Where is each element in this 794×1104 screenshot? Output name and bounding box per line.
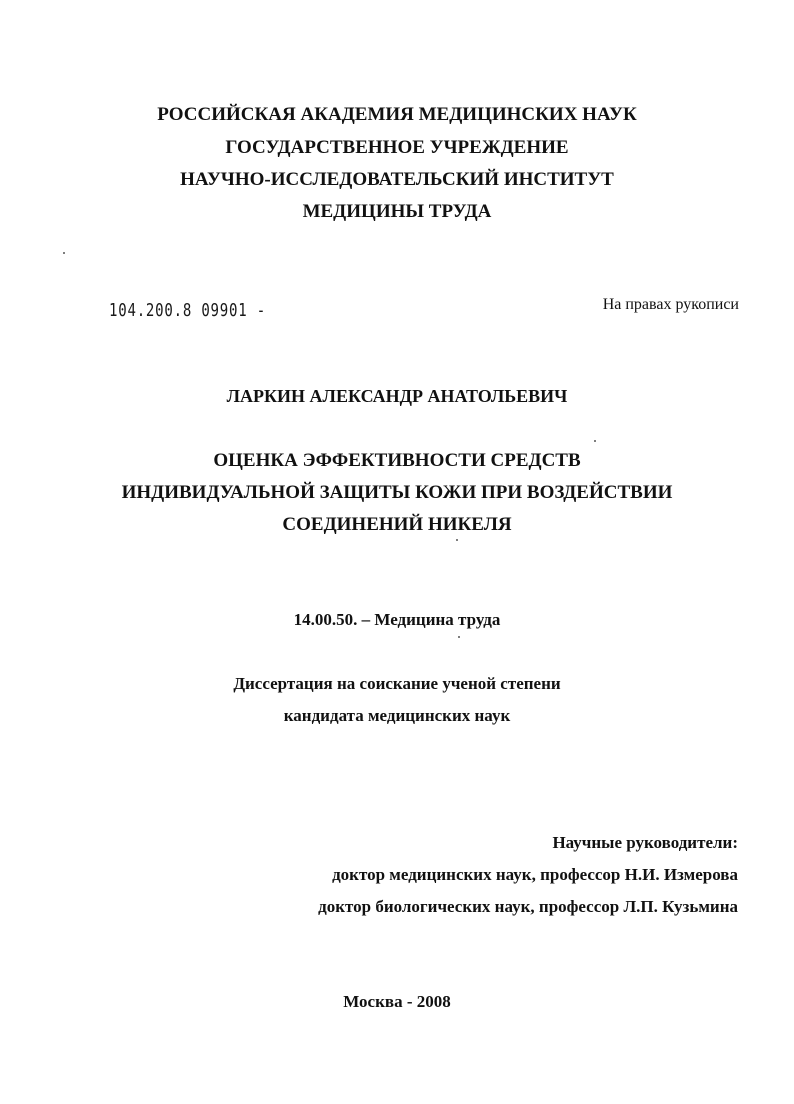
org-line-1: РОССИЙСКАЯ АКАДЕМИЯ МЕДИЦИНСКИХ НАУК bbox=[157, 104, 637, 125]
author-name: ЛАРКИН АЛЕКСАНДР АНАТОЛЬЕВИЧ bbox=[226, 386, 568, 406]
place-year: Москва - 2008 bbox=[343, 992, 451, 1011]
scan-speck bbox=[594, 440, 596, 442]
dissertation-line-2: кандидата медицинских наук bbox=[283, 706, 511, 725]
rights-note: На правах рукописи bbox=[602, 296, 739, 313]
dissertation-line-1: Диссертация на соискание ученой степени bbox=[233, 674, 561, 693]
org-line-3: НАУЧНО-ИССЛЕДОВАТЕЛЬСКИЙ ИНСТИТУТ bbox=[180, 169, 614, 190]
org-line-4: МЕДИЦИНЫ ТРУДА bbox=[302, 201, 492, 222]
specialty: 14.00.50. – Медицина труда bbox=[293, 610, 501, 629]
scan-speck bbox=[456, 539, 458, 541]
scan-speck bbox=[63, 252, 65, 254]
org-line-2: ГОСУДАРСТВЕННОЕ УЧРЕЖДЕНИЕ bbox=[225, 137, 569, 158]
scan-speck bbox=[458, 636, 460, 638]
supervisor-1: доктор медицинских наук, профессор Н.И. Измерова bbox=[332, 865, 738, 884]
title-line-1: ОЦЕНКА ЭФФЕКТИВНОСТИ СРЕДСТВ bbox=[213, 450, 581, 471]
title-line-2: ИНДИВИДУАЛЬНОЙ ЗАЩИТЫ КОЖИ ПРИ ВОЗДЕЙСТВИИ bbox=[121, 482, 673, 503]
supervisor-2: доктор биологических наук, профессор Л.П. Кузьмина bbox=[318, 897, 738, 916]
archive-stamp-code: 104.200.8 09901 - bbox=[109, 300, 266, 321]
title-line-3: СОЕДИНЕНИЙ НИКЕЛЯ bbox=[282, 514, 512, 535]
supervisors-heading: Научные руководители: bbox=[552, 833, 738, 852]
